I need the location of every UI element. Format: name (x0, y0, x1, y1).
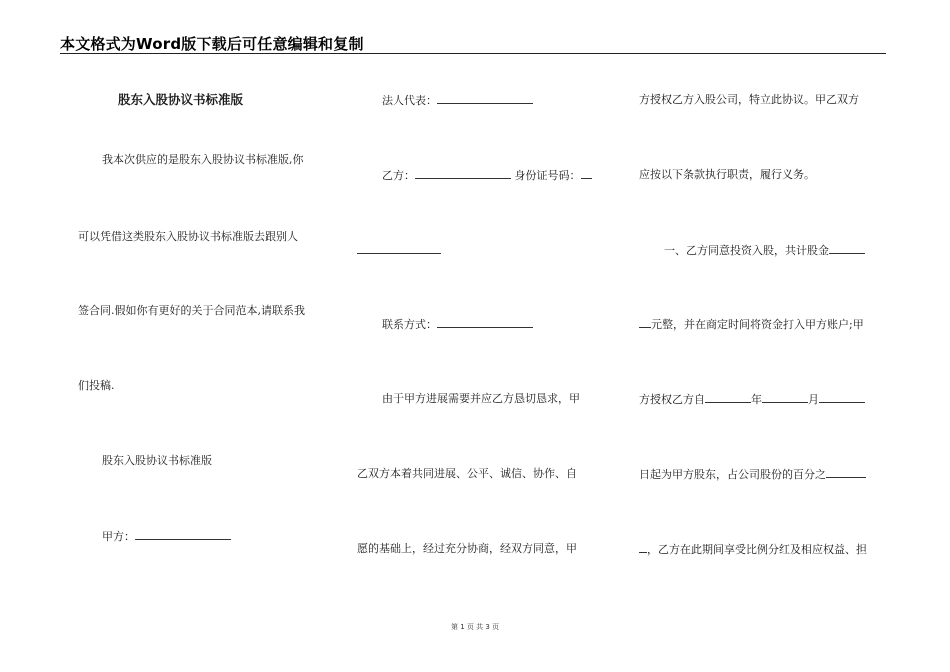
year-label: 年 (751, 393, 762, 406)
clause-line-5-text: 方授权乙方自 (639, 393, 705, 406)
intro-line-1: 我本次供应的是股东入股协议书标准版,你 (102, 153, 304, 166)
id-no-continuation (357, 243, 441, 258)
share-amount-blank-2 (639, 317, 651, 328)
legal-rep-blank (437, 93, 533, 104)
month-blank (762, 392, 808, 403)
party-b-label: 乙方： (382, 169, 415, 182)
intro-line-4: 们投稿. (78, 379, 115, 392)
body-line-2: 乙双方本着共同进展、公平、诚信、协作、自 (357, 467, 577, 480)
share-amount-blank (829, 243, 865, 254)
clause-1-text: 一、乙方同意投资入股，共计股金 (664, 244, 829, 257)
id-no-label: 身份证号码： (514, 169, 581, 182)
year-blank (705, 392, 751, 403)
id-no-blank-2 (357, 243, 441, 254)
party-a-label: 甲方： (102, 530, 135, 543)
header-rule (60, 53, 886, 54)
contact-line (382, 317, 533, 332)
clause-line-3 (664, 243, 865, 258)
clause-line-6-text: 日起为甲方股东，占公司股份的百分之 (639, 468, 826, 481)
clause-line-2: 应按以下条款执行职责，履行义务。 (639, 168, 815, 181)
subtitle: 股东入股协议书标准版 (102, 454, 212, 467)
percent-blank (826, 467, 866, 478)
party-b-blank (415, 168, 511, 179)
id-no-blank (581, 168, 592, 179)
document-title: 股东入股协议书标准版 (118, 92, 244, 107)
percent-blank-2 (639, 542, 647, 553)
intro-line-2: 可以凭借这类股东入股协议书标准版去跟别人 (78, 230, 298, 243)
intro-line-3: 签合同.假如你有更好的关于合同范本,请联系我 (78, 304, 305, 317)
document-banner: 本文格式为Word版下载后可任意编辑和复制 (60, 35, 364, 53)
clause-line-4-text: 元整，并在商定时间将资金打入甲方账户;甲 (651, 318, 864, 331)
legal-rep-line (382, 93, 533, 108)
month-label: 月 (808, 393, 819, 406)
body-line-1: 由于甲方进展需要并应乙方恳切恳求，甲 (382, 392, 580, 405)
day-blank (819, 392, 865, 403)
party-b-line (382, 168, 592, 183)
party-a-line (102, 529, 231, 544)
clause-line-1: 方授权乙方入股公司，特立此协议。甲乙双方 (639, 93, 859, 106)
page-number: 第 1 页 共 3 页 (450, 623, 500, 631)
clause-line-5 (639, 392, 865, 407)
clause-line-7 (639, 542, 867, 557)
body-line-3: 愿的基础上，经过充分协商，经双方同意，甲 (357, 542, 577, 555)
contact-label: 联系方式： (382, 318, 437, 331)
contact-blank (437, 317, 533, 328)
party-a-blank (135, 529, 231, 540)
clause-line-7-text: ，乙方在此期间享受比例分红及相应权益、担 (647, 543, 867, 556)
legal-rep-label: 法人代表： (382, 94, 437, 107)
clause-line-4 (639, 317, 864, 332)
clause-line-6 (639, 467, 866, 482)
